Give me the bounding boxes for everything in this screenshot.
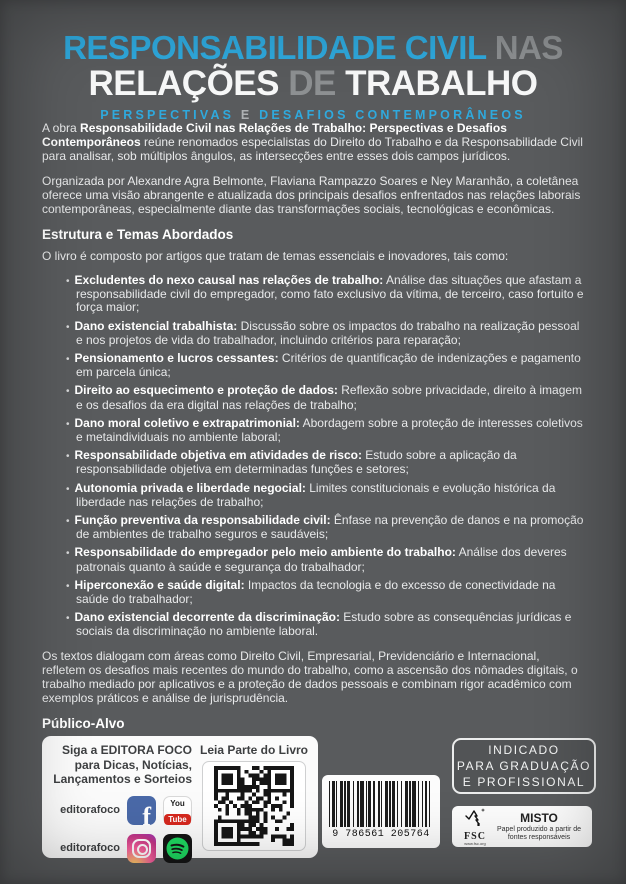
barcode-digits: 9 786561 205764 <box>332 829 430 840</box>
topics-list <box>42 274 585 639</box>
sample-column <box>196 743 312 851</box>
topic-item: • Hiperconexão e saúde digital: Impactos da tecnologia e do excesso de conectividade na saúde do trabalhador; <box>66 579 585 606</box>
topic-item: • Autonomia privada e liberdade negocial: Limites constitucionais e evolução histórica da liberdade nas relações de trabalho; <box>66 482 585 509</box>
topics-intro: O livro é composto por artigos que tratam de temas essenciais e inovadores, tais como: <box>42 249 509 263</box>
fsc-description: Papel produzido a partir de fontes responsáveis <box>496 825 582 841</box>
back-cover-text <box>42 121 585 733</box>
subtitle: PERSPECTIVAS E DESAFIOS CONTEMPORÂNEOS <box>100 108 526 122</box>
title-line-1: RESPONSABILIDADE CIVIL NAS <box>63 29 563 66</box>
qr-code <box>202 761 306 851</box>
title-block <box>0 30 626 122</box>
topic-item: • Excludentes do nexo causal nas relações de trabalho: Análise das situações que afastam a responsabilidade civil do empregador, como fato exclusivo da vítima, de terceiro, caso fortuito e força maior; <box>66 274 585 315</box>
topic-item: • Responsabilidade objetiva em atividades de risco: Estudo sobre a aplicação da responsabilidade objetiva em determinadas funções e setores; <box>66 449 585 476</box>
barcode <box>322 775 440 848</box>
topic-item: • Dano existencial trabalhista: Discussão sobre os impactos do trabalho na realização pessoal e nos projetos de vida do trabalhador, incluindo critérios para reparação; <box>66 320 585 347</box>
fsc-title: MISTO <box>520 810 558 825</box>
topic-item: • Responsabilidade do empregador pelo meio ambiente do trabalho: Análise dos deveres patronais quanto à saúde e segurança do trabalhador; <box>66 546 585 573</box>
social-heading: Siga a EDITORA FOCO para Dicas, Notícias, Lançamentos e Sorteios <box>53 743 192 786</box>
social-column <box>48 743 192 863</box>
social-handle: editorafoco <box>60 804 120 816</box>
topic-item: • Dano existencial decorrente da discriminação: Estudo sobre as consequências jurídicas e sociais da discriminação no ambiente laboral. <box>66 611 585 638</box>
title-line-2: RELAÇÕES DE TRABALHO <box>88 64 538 103</box>
fsc-logo-icon: FSC www.fsc.org <box>458 807 492 846</box>
youtube-icon: You Tube <box>163 796 192 825</box>
social-row-2 <box>48 834 192 863</box>
topic-item: • Função preventiva da responsabilidade civil: Ênfase na prevenção de danos e na promoção de ambientes de trabalho seguros e saudáveis; <box>66 514 585 541</box>
topic-item: • Pensionamento e lucros cessantes: Critérios de quantificação de indenizações e pagamento em parcela única; <box>66 352 585 379</box>
intro-paragraph-1: A obra Responsabilidade Civil nas Relações de Trabalho: Perspectivas e Desafios Contemporâneos reúne renomados especialistas do Direito do Trabalho e da Responsabilidade Civil para analisar, sob múltiplos ângulos, as intersecções entre esses dois campos jurídicos. <box>42 121 583 163</box>
topic-item: • Dano moral coletivo e extrapatrimonial: Abordagem sobre a proteção de interesses coletivos e metaindividuais no ambiente laboral; <box>66 417 585 444</box>
sample-heading: Leia Parte do Livro <box>199 743 309 757</box>
spotify-icon <box>163 834 192 863</box>
indication-badge: INDICADO PARA GRADUAÇÃO E PROFISSIONAL <box>452 738 596 794</box>
closing-paragraph: Os textos dialogam com áreas como Direito Civil, Empresarial, Previdenciário e Internacional, refletem os desafios mais recentes do mundo do trabalho, como a ascensão dos nômades digitais, o trabalho mediado por aplicativos e a proteção de dados pessoais e combinam rigor acadêmico com exemplos práticos e análise de jurisprudência. <box>42 648 578 705</box>
facebook-icon: f <box>127 796 156 825</box>
instagram-icon <box>127 834 156 863</box>
barcode-bars <box>329 781 433 827</box>
social-row-1 <box>48 796 192 825</box>
topic-item: • Direito ao esquecimento e proteção de dados: Reflexão sobre privacidade, direito à imagem e os desafios da era digital nas relações de trabalho; <box>66 384 585 411</box>
social-handle: editorafoco <box>60 842 120 854</box>
intro-paragraph-2: Organizada por Alexandre Agra Belmonte, Flaviana Rampazzo Soares e Ney Maranhão, a coletânea oferece uma visão abrangente e atualizada dos principais desafios enfrentados nas relações laborais contemporâneas, especialmente diante das transformações sociais, tecnológicas e econômicas. <box>42 174 581 216</box>
section-heading-audience: Público-Alvo <box>42 715 125 731</box>
fsc-label <box>452 806 592 847</box>
section-heading-structure: Estrutura e Temas Abordados <box>42 227 234 242</box>
social-qr-panel <box>42 736 318 858</box>
